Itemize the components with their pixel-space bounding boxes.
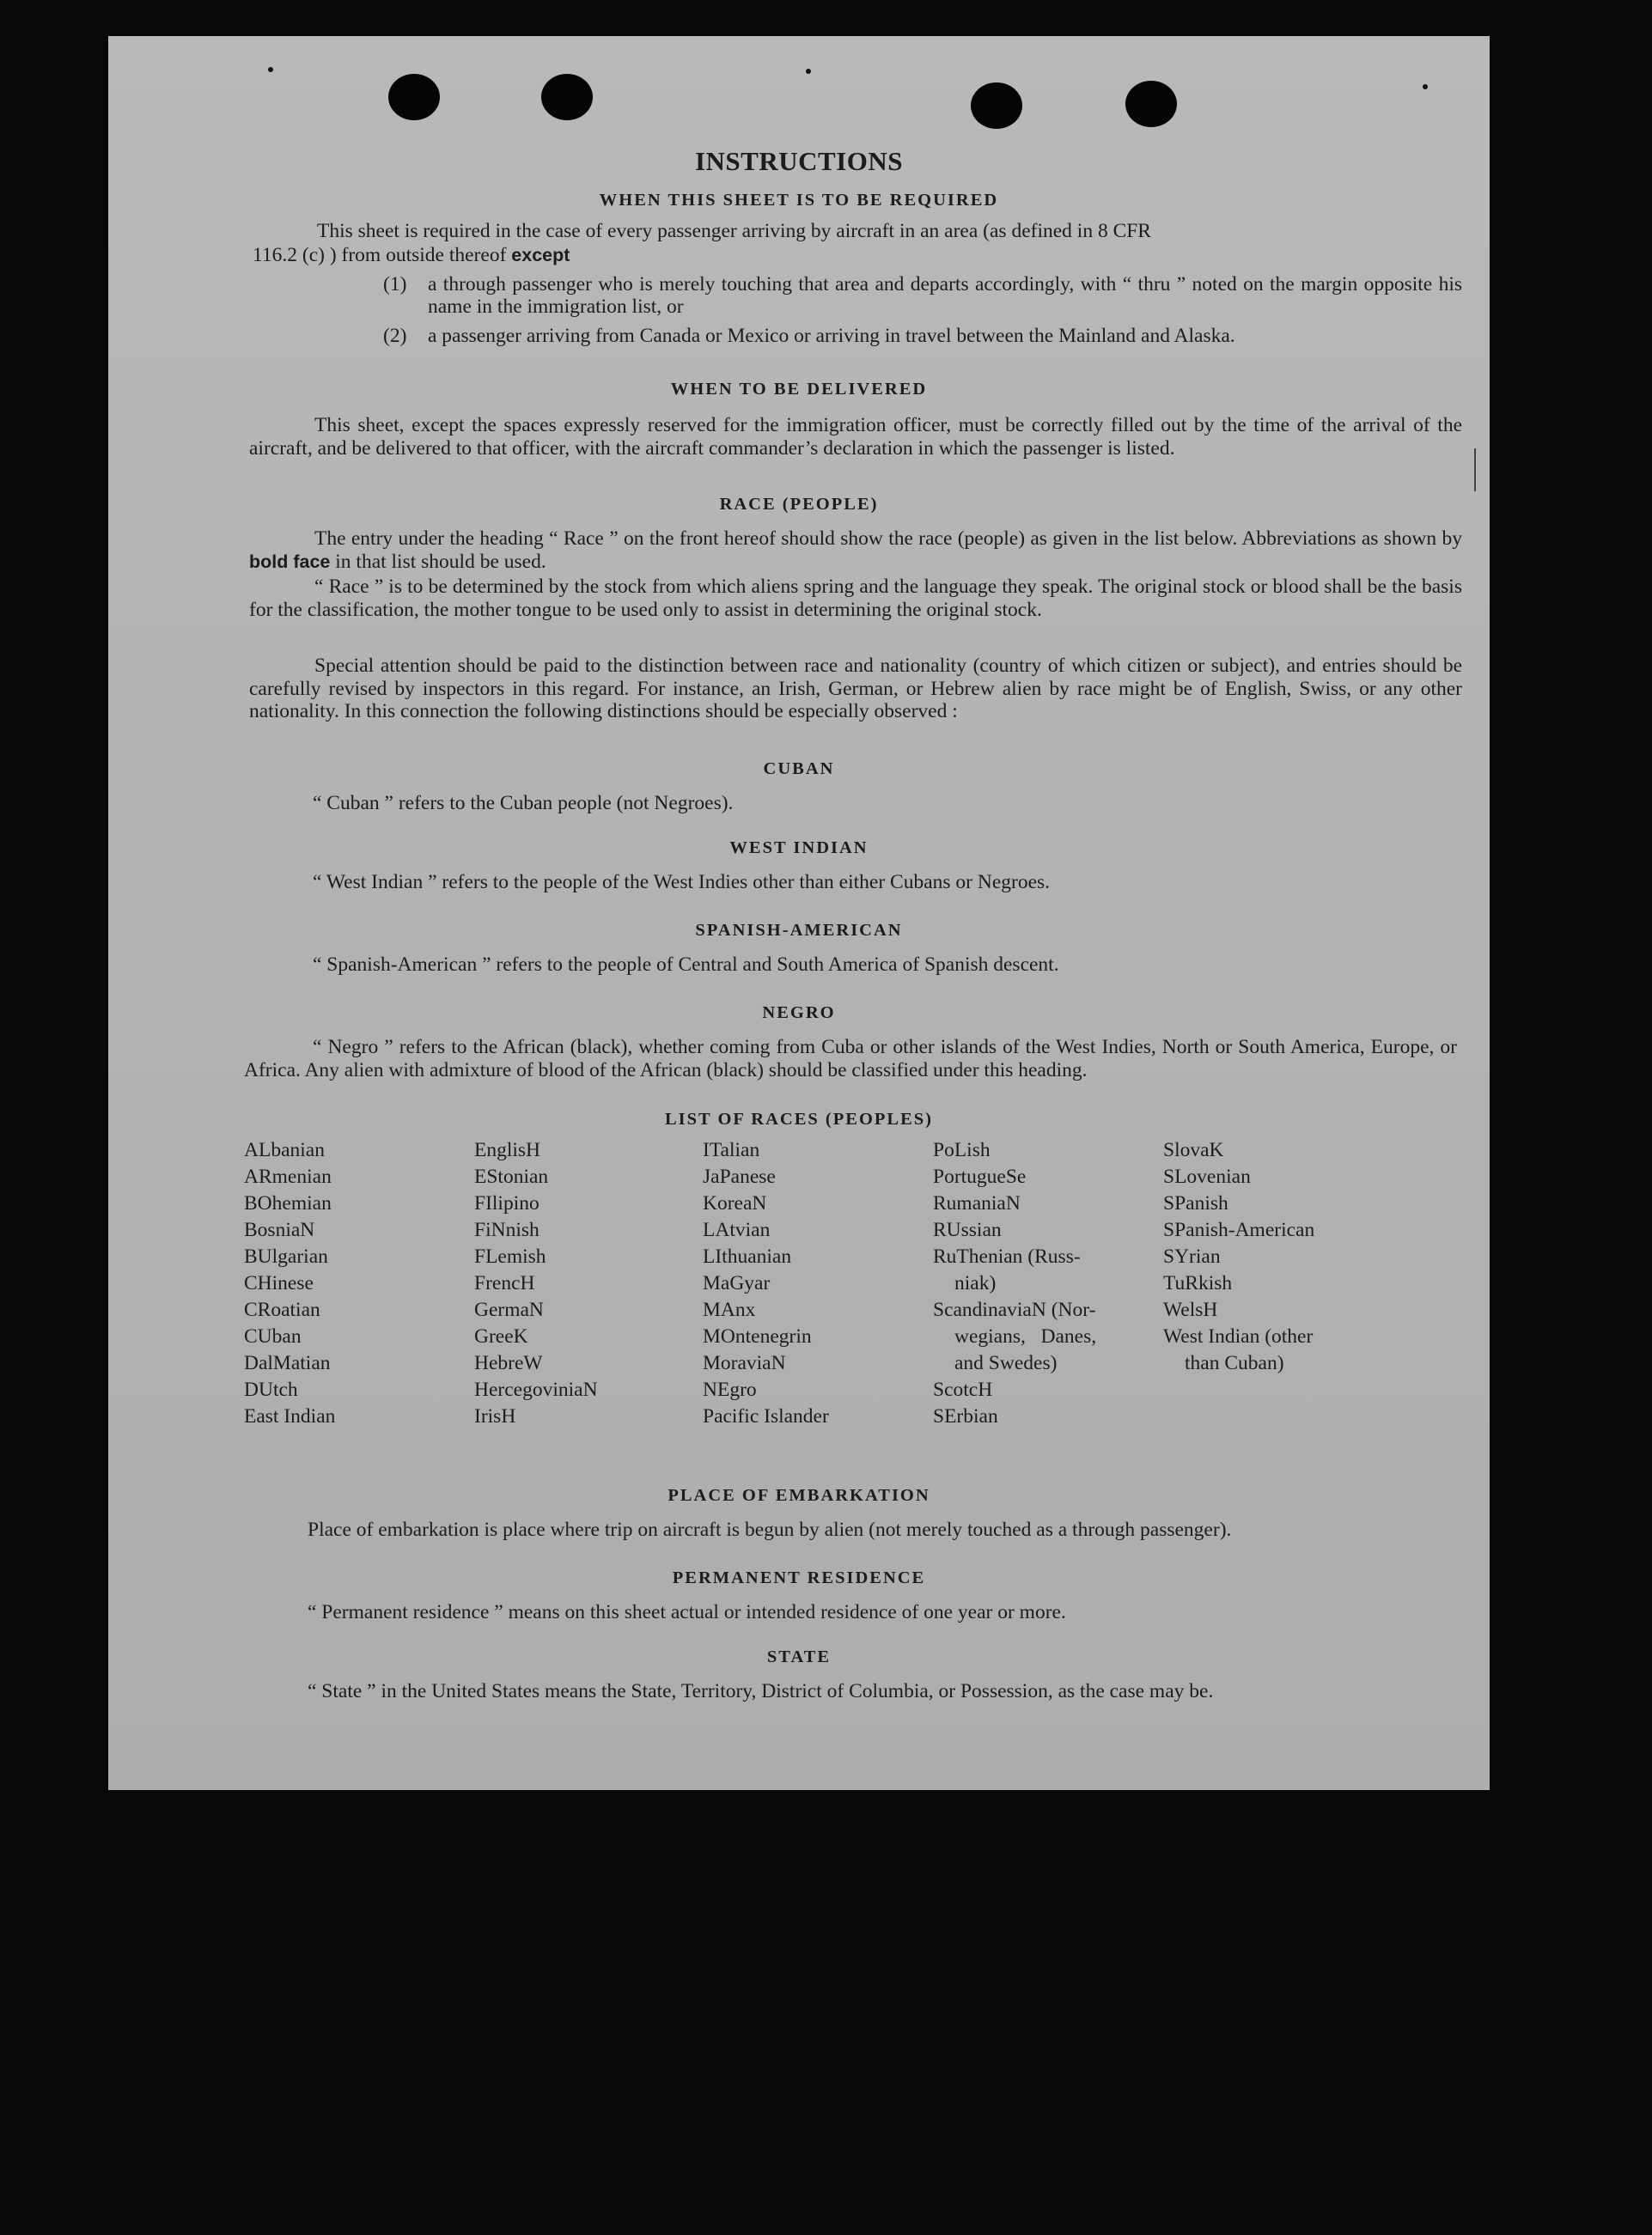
race-entry: EnglisH [474,1139,541,1161]
when-delivered-text: This sheet, except the spaces expressly reserved for the immigration officer, must be correctly filled out by the time of the arrival of the aircraft, and be delivered to that officer, with the aircraft commander’s declaration in which the passenger is listed. [249,414,1462,460]
race-entry: BOhemian [244,1192,332,1215]
heading-list-of-races: LIST OF RACES (PEOPLES) [665,1110,933,1129]
race-entry: IrisH [474,1405,516,1428]
race-entry: JaPanese [703,1166,776,1188]
race-entry: CRoatian [244,1299,320,1321]
race-entry: EStonian [474,1166,549,1188]
race-entry: RuThenian (Russ- [933,1245,1081,1268]
when-required-item-1 [383,273,1462,318]
race-entry: GreeK [474,1325,528,1348]
race-entry: RumaniaN [933,1192,1021,1215]
race-p1-bold: bold face [249,551,331,572]
race-column-3 [703,1137,829,1430]
when-required-intro-line2 [253,244,570,267]
heading-negro: NEGRO [762,1003,836,1022]
race-entry: WelsH [1163,1299,1218,1321]
race-entry: HebreW [474,1352,543,1374]
race-entry: CUban [244,1325,302,1348]
item-2-number: (2) [383,325,407,347]
heading-state: STATE [766,1647,832,1666]
race-entry: niak) [954,1272,997,1294]
race-entry: FrencH [474,1272,535,1294]
item-1-text: a through passenger who is merely touching that area and departs accordingly, with “ thru ” noted on the margin opposite his name in the immigration list, or [428,273,1462,318]
race-entry: ScotcH [933,1379,993,1401]
instruction-sheet [108,36,1490,1790]
item-2-text: a passenger arriving from Canada or Mexico or arriving in travel between the Mainland and Alaska. [428,325,1235,347]
race-entry: SLovenian [1163,1166,1251,1188]
when-required-intro-line2-text: 116.2 (c) ) from outside thereof [253,244,512,266]
race-entry: BosniaN [244,1219,315,1241]
race-entry: HercegoviniaN [474,1379,598,1401]
race-entry: GermaN [474,1299,544,1321]
heading-permanent-residence: PERMANENT RESIDENCE [672,1568,926,1587]
permanent-residence-text: “ Permanent residence ” means on this sheet actual or intended residence of one year or more. [308,1601,1066,1623]
race-entry: MAnx [703,1299,756,1321]
race-paragraph-1 [249,527,1462,573]
cuban-text: “ Cuban ” refers to the Cuban people (not Negroes). [313,792,734,814]
item-1-number: (1) [383,273,407,295]
west-indian-text: “ West Indian ” refers to the people of the West Indies other than either Cubans or Negroes. [313,871,1051,893]
heading-when-required: WHEN THIS SHEET IS TO BE REQUIRED [599,191,999,210]
race-entry: KoreaN [703,1192,767,1215]
race-entry: FLemish [474,1245,546,1268]
race-entry: LAtvian [703,1219,771,1241]
race-entry: MoraviaN [703,1352,786,1374]
race-entry: DUtch [244,1379,298,1401]
page-title: INSTRUCTIONS [694,146,903,176]
race-entry: wegians, Danes, [954,1325,1097,1348]
race-column-2 [474,1137,598,1430]
race-entry: SErbian [933,1405,998,1428]
race-entry: than Cuban) [1185,1352,1284,1374]
heading-when-delivered: WHEN TO BE DELIVERED [670,380,928,399]
race-entry: ITalian [703,1139,760,1161]
race-entry: SlovaK [1163,1139,1224,1161]
race-entry: SPanish [1163,1192,1228,1215]
when-required-item-2 [383,325,1462,347]
race-entry: TuRkish [1163,1272,1233,1294]
place-of-embarkation-text: Place of embarkation is place where trip on aircraft is begun by alien (not merely touched as a through passenger). [308,1519,1232,1541]
race-entry: BUlgarian [244,1245,328,1268]
race-entry: RUssian [933,1219,1002,1241]
race-column-5 [1163,1137,1314,1377]
race-entry: DalMatian [244,1352,331,1374]
race-entry: NEgro [703,1379,757,1401]
race-entry: MOntenegrin [703,1325,812,1348]
race-entry: CHinese [244,1272,314,1294]
race-entry: West Indian (other [1163,1325,1314,1348]
heading-spanish-american: SPANISH-AMERICAN [695,921,903,940]
race-entry: ARmenian [244,1166,332,1188]
race-p1-text-b: in that list should be used. [330,550,546,573]
race-paragraph-3: Special attention should be paid to the distinction between race and nationality (country of which citizen or subject), and entries should be carefully revised by inspectors in this regard. For instance, an Irish, German, or Hebrew alien by race might be of English, Swiss, or any other nationality. In this connection the following distinctions should be especially observed : [249,655,1462,722]
race-column-1 [244,1137,335,1430]
heading-west-indian: WEST INDIAN [729,838,869,857]
race-entry: ALbanian [244,1139,325,1161]
race-paragraph-2: “ Race ” is to be determined by the stock from which aliens spring and the language they speak. The original stock or blood shall be the basis for the classification, the mother tongue to be used only to assist in determining the original stock. [249,575,1462,621]
race-entry: PoLish [933,1139,991,1161]
race-entry: SYrian [1163,1245,1221,1268]
state-text: “ State ” in the United States means the State, Territory, District of Columbia, or Possession, as the case may be. [308,1680,1214,1702]
race-entry: ScandinaviaN (Nor- [933,1299,1096,1321]
race-entry: MaGyar [703,1272,771,1294]
heading-cuban: CUBAN [763,759,835,778]
when-required-intro-line1: This sheet is required in the case of every passenger arriving by aircraft in an area (as defined in 8 CFR [317,220,1151,242]
race-entry: and Swedes) [954,1352,1058,1374]
race-entry: SPanish-American [1163,1219,1315,1241]
spanish-american-text: “ Spanish-American ” refers to the people of Central and South America of Spanish descent. [313,953,1059,976]
race-entry: FIlipino [474,1192,539,1215]
heading-place-of-embarkation: PLACE OF EMBARKATION [668,1486,930,1505]
when-required-except: except [511,245,570,265]
race-entry: East Indian [244,1405,336,1428]
race-entry: FiNnish [474,1219,539,1241]
race-p1-text-a: The entry under the heading “ Race ” on the front hereof should show the race (people) as given in the list below. Abbreviations as shown by [314,527,1462,550]
race-entry: Pacific Islander [703,1405,829,1428]
heading-race: RACE (PEOPLE) [719,495,879,514]
negro-text: “ Negro ” refers to the African (black), whether coming from Cuba or other islands of the West Indies, North or South America, Europe, or Africa. Any alien with admixture of blood of the African (black) should be classified under this heading. [244,1036,1457,1081]
race-column-4 [933,1137,1096,1430]
race-entry: PortugueSe [933,1166,1027,1188]
race-entry: LIthuanian [703,1245,792,1268]
document-body [108,36,1490,1790]
